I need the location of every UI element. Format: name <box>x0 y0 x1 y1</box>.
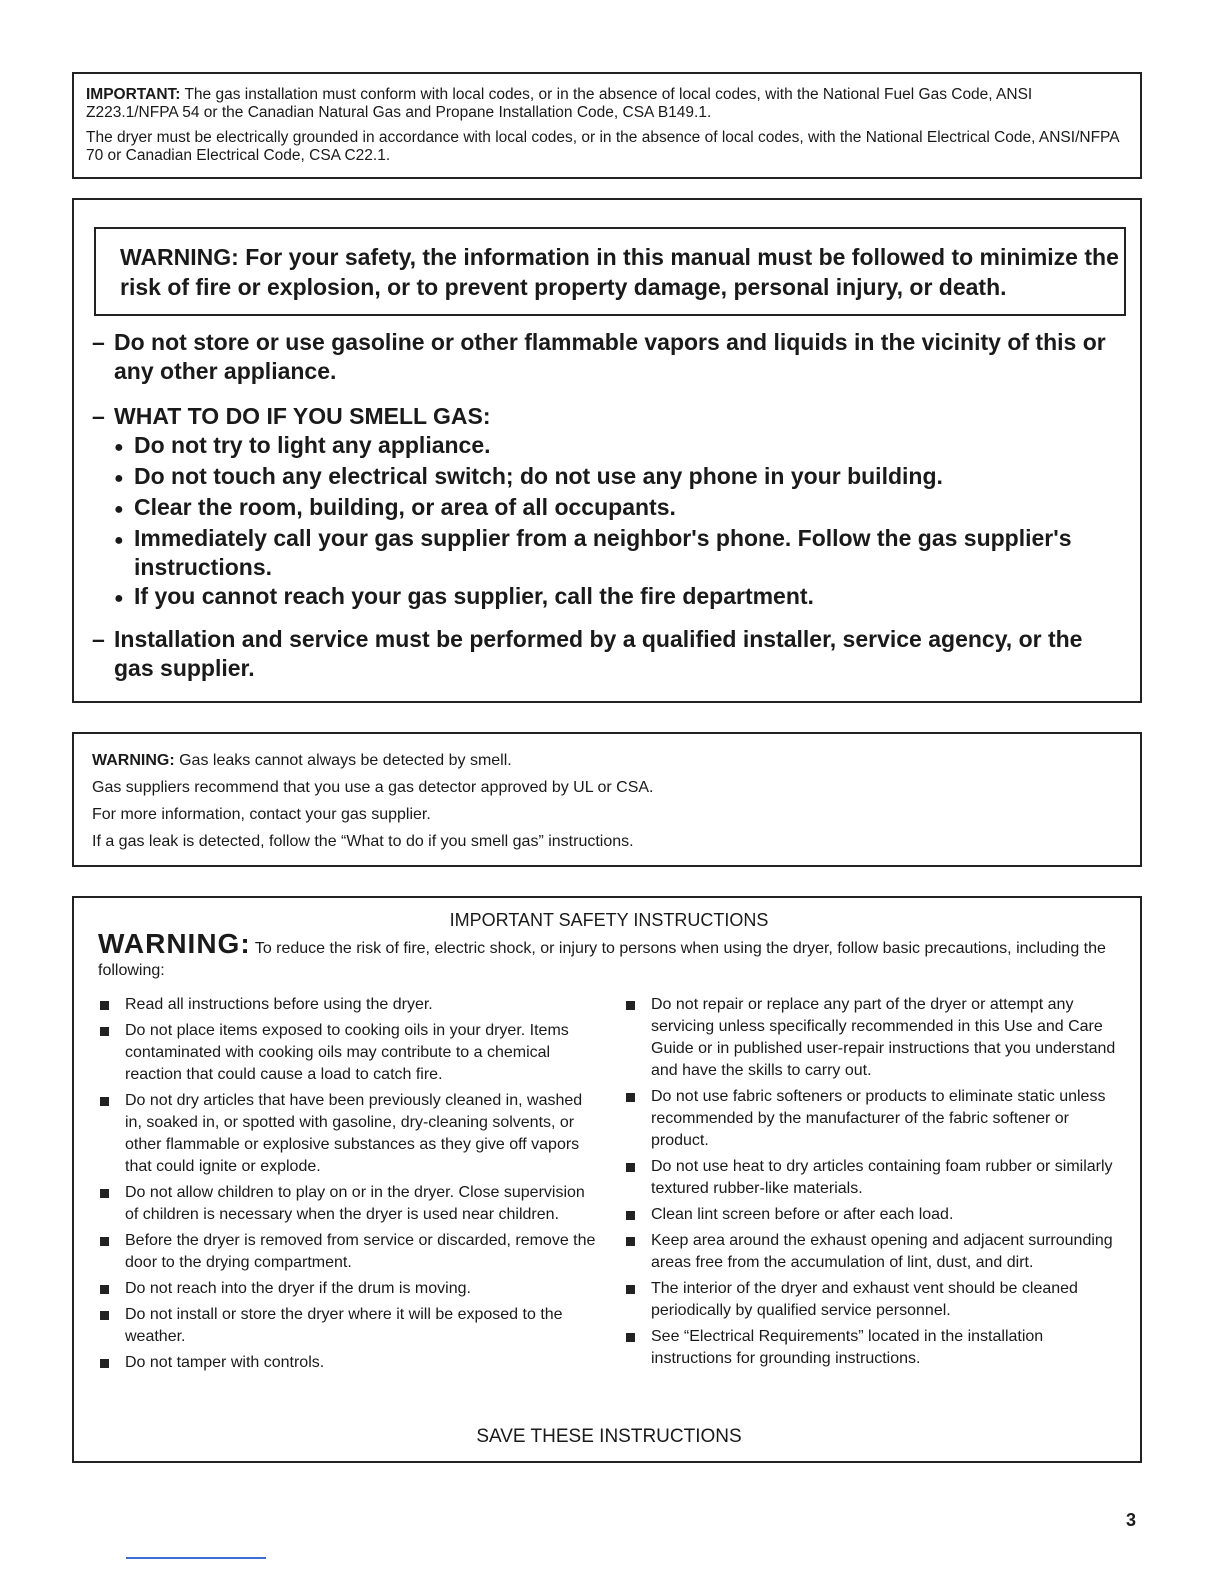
gas-warning-box <box>72 198 1142 703</box>
gas-detector-line: Gas suppliers recommend that you use a gas detector approved by UL or CSA. <box>92 779 654 796</box>
precautions-text: To reduce the risk of fire, electric shock, or injury to persons when using the dryer, follow basic precautions, including the following: <box>98 940 1106 979</box>
dash-marker: – <box>92 329 105 355</box>
gas-step-item: Do not try to light any appliance. <box>134 432 491 458</box>
square-bullet-icon <box>626 1211 635 1220</box>
gas-leak-warning-box <box>72 732 1142 867</box>
leak-detected-line: If a gas leak is detected, follow the “What to do if you smell gas” instructions. <box>92 833 634 850</box>
instruction-item: Do not allow children to play on or in the dryer. Close supervision of children is necessary when the dryer is used near children. <box>98 1182 598 1226</box>
electrical-code-paragraph: The dryer must be electrically grounded in accordance with local codes, or in the absence of local codes, with the National Electrical Code, ANSI/NFPA 70 or Canadian Electrical Code, CSA C22.1. <box>86 129 1119 164</box>
gas-step-item: Immediately call your gas supplier from a neighbor's phone. Follow the gas supplier's instructions. <box>134 525 1072 580</box>
warning-word: WARNING: <box>98 928 251 959</box>
square-bullet-icon <box>100 1359 109 1368</box>
square-bullet-icon <box>626 1285 635 1294</box>
square-bullet-icon <box>100 1027 109 1036</box>
instruction-item: Read all instructions before using the dryer. <box>98 994 598 1016</box>
important-notice-box <box>72 72 1142 179</box>
instruction-item: Clean lint screen before or after each load. <box>624 1204 1124 1226</box>
smell-gas-heading: WHAT TO DO IF YOU SMELL GAS: <box>114 403 491 429</box>
square-bullet-icon <box>100 1237 109 1246</box>
square-bullet-icon <box>100 1097 109 1106</box>
gas-code-text: The gas installation must conform with local codes, or in the absence of local codes, with the National Fuel Gas Code, ANSI Z223.1/NFPA 54 or the Canadian Natural Gas and Propane Installation Code, CSA B149.1. <box>86 86 1033 121</box>
instruction-item: Keep area around the exhaust opening and adjacent surrounding areas free from the accumulation of lint, dust, and dirt. <box>624 1230 1124 1274</box>
instruction-item: Before the dryer is removed from service or discarded, remove the door to the drying compartment. <box>98 1230 598 1274</box>
square-bullet-icon <box>626 1333 635 1342</box>
instruction-item: Do not reach into the dryer if the drum is moving. <box>98 1278 598 1300</box>
warning-label: WARNING: <box>92 752 175 769</box>
gas-step-item: If you cannot reach your gas supplier, call the fire department. <box>134 583 814 609</box>
square-bullet-icon <box>626 1093 635 1102</box>
square-bullet-icon <box>626 1237 635 1246</box>
square-bullet-icon <box>100 1285 109 1294</box>
save-instructions-footer: SAVE THESE INSTRUCTIONS <box>476 1426 742 1447</box>
square-bullet-icon <box>100 1189 109 1198</box>
gas-leak-text: Gas leaks cannot always be detected by smell. <box>174 752 512 769</box>
gas-step-item: Clear the room, building, or area of all occupants. <box>134 494 676 520</box>
square-bullet-icon <box>626 1001 635 1010</box>
square-bullet-icon <box>100 1001 109 1010</box>
bullet-icon: ● <box>114 501 124 518</box>
bullet-icon: ● <box>114 439 124 456</box>
instruction-item: See “Electrical Requirements” located in the installation instructions for grounding instructions. <box>624 1326 1124 1370</box>
instructions-left-column <box>98 994 598 1378</box>
instruction-item: Do not install or store the dryer where it will be exposed to the weather. <box>98 1304 598 1348</box>
safety-instructions-box <box>72 896 1142 1463</box>
installation-service-item: Installation and service must be performed by a qualified installer, service agency, or the gas supplier. <box>114 626 1083 681</box>
instruction-item: Do not use fabric softeners or products to eliminate static unless recommended by the manufacturer of the fabric softener or product. <box>624 1086 1124 1152</box>
gas-step-item: Do not touch any electrical switch; do not use any phone in your building. <box>134 463 943 489</box>
safety-warning-heading: WARNING: For your safety, the information in this manual must be followed to minimize the risk of fire or explosion, or to prevent property damage, personal injury, or death. <box>94 227 1126 316</box>
gas-leak-line <box>92 747 1140 774</box>
safety-instructions-title: IMPORTANT SAFETY INSTRUCTIONS <box>449 910 769 930</box>
dash-marker: – <box>92 403 105 429</box>
square-bullet-icon <box>100 1311 109 1320</box>
square-bullet-icon <box>626 1163 635 1172</box>
flammable-vapors-item: Do not store or use gasoline or other flammable vapors and liquids in the vicinity of this or any other appliance. <box>114 329 1106 384</box>
decorative-line <box>126 1557 266 1559</box>
more-info-line: For more information, contact your gas supplier. <box>92 806 431 823</box>
instruction-item: Do not place items exposed to cooking oils in your dryer. Items contaminated with cooking oils may contribute to a chemical reaction that could cause a load to catch fire. <box>98 1020 598 1086</box>
dash-marker: – <box>92 626 105 652</box>
page-number: 3 <box>1126 1510 1137 1530</box>
bullet-icon: ● <box>114 470 124 487</box>
precautions-intro <box>98 928 1128 982</box>
instruction-item: Do not use heat to dry articles containing foam rubber or similarly textured rubber-like materials. <box>624 1156 1124 1200</box>
gas-code-paragraph <box>86 86 1126 122</box>
bullet-icon: ● <box>114 532 124 549</box>
instruction-item: Do not dry articles that have been previously cleaned in, washed in, soaked in, or spotted with gasoline, dry-cleaning solvents, or other flammable or explosive substances as they give off vapors that could ignite or explode. <box>98 1090 598 1178</box>
important-label: IMPORTANT: <box>86 86 181 103</box>
instruction-item: Do not tamper with controls. <box>98 1352 598 1374</box>
instruction-item: The interior of the dryer and exhaust vent should be cleaned periodically by qualified service personnel. <box>624 1278 1124 1322</box>
bullet-icon: ● <box>114 590 124 607</box>
instructions-right-column <box>624 994 1124 1374</box>
instruction-item: Do not repair or replace any part of the dryer or attempt any servicing unless specifically recommended in this Use and Care Guide or in published user-repair instructions that you understand and have the skills to carry out. <box>624 994 1124 1082</box>
